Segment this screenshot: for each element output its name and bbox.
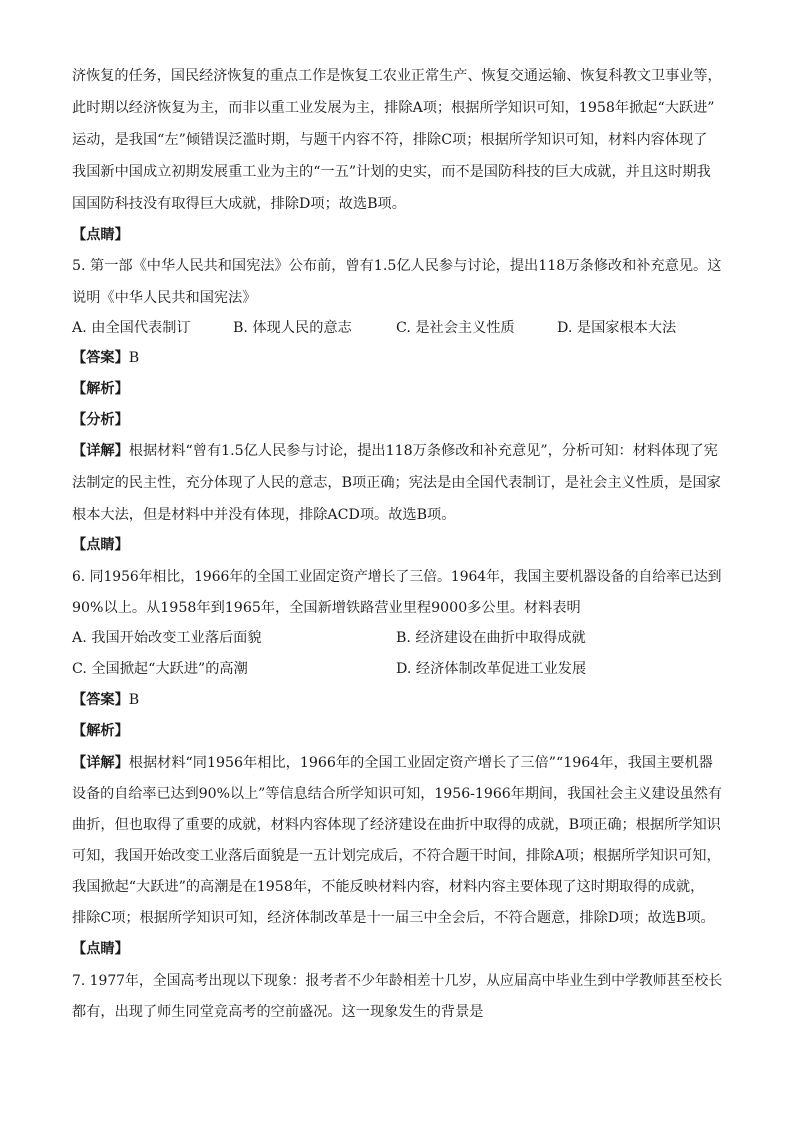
q5-detail-text-1: 根据材料“曾有1.5亿人民参与讨论，提出118万条修改和补充意见”，分析可知：材料体现了宪 (128, 443, 718, 459)
q6-answer-row (72, 690, 139, 710)
q6-dianjing-label: 【点睛】 (72, 941, 129, 957)
q7-stem-line-2: 都有，出现了师生同堂竞高考的空前盛况。这一现象发生的背景是 (72, 1004, 484, 1020)
q5-jiexi-label: 【解析】 (72, 381, 129, 397)
q5-dianjing-label: 【点睛】 (72, 537, 129, 553)
q5-detail-label: 【详解】 (72, 443, 129, 459)
intro-line-2: 此时期以经济恢复为主，而非以重工业发展为主，排除A项；根据所学知识可知，1958年掀起“大跃进” (72, 100, 715, 116)
intro-line-4: 我国新中国成立初期发展重工业为主的“一五”计划的史实，而不是国防科技的巨大成就，并且这时期我 (72, 164, 711, 180)
q6-answer-label: 【答案】 (72, 692, 129, 708)
q5-option-d: D. 是国家根本大法 (557, 320, 677, 336)
q5-answer-label: 【答案】 (72, 350, 129, 366)
q5-detail-line-3: 根本大法，但是材料中并没有体现，排除ACD项。故选B项。 (72, 507, 456, 523)
q6-stem-line-1: 6. 同1956年相比，1966年的全国工业固定资产增长了三倍。1964年，我国主要机器设备的自给率已达到 (72, 569, 722, 585)
intro-line-1: 济恢复的任务，国民经济恢复的重点工作是恢复工农业正常生产、恢复交通运输、恢复科教文卫事业等， (72, 68, 722, 84)
q6-detail-label: 【详解】 (72, 755, 129, 771)
q5-fenxi-label: 【分析】 (72, 412, 129, 428)
q6-detail-line-5: 我国掀起“大跃进”的高潮是在1958年，不能反映材料内容，材料内容主要体现了这时期取得的成就， (72, 879, 705, 895)
q6-option-c: C. 全国掀起“大跃进”的高潮 (72, 661, 248, 677)
q6-option-a: A. 我国开始改变工业落后面貌 (72, 630, 262, 646)
q5-option-c: C. 是社会主义性质 (396, 320, 515, 336)
intro-line-5: 国国防科技没有取得巨大成就，排除D项；故选B项。 (72, 196, 406, 212)
q5-option-b: B. 体现人民的意志 (233, 320, 352, 336)
q6-detail-line-4: 可知，我国开始改变工业落后面貌是一五计划完成后，不符合题干时间，排除A项；根据所学知识可知， (72, 848, 721, 864)
q6-answer-value: B (128, 692, 140, 708)
q6-jiexi-label: 【解析】 (72, 723, 129, 739)
q6-detail-line-2: 设备的自给率已达到90%以上”等信息结合所学知识可知，1956-1966年期间，我国社会主义建设虽然有 (72, 786, 722, 802)
q5-detail-line-1 (72, 441, 718, 461)
q5-answer-value: B (128, 350, 140, 366)
intro-line-3: 运动，是我国“左”倾错误泛滥时期，与题干内容不符，排除C项；根据所学知识可知，材料内容体现了 (72, 132, 708, 148)
q5-stem-line-2: 说明《中华人民共和国宪法》 (72, 290, 257, 306)
q6-detail-line-6: 排除C项；根据所学知识可知，经济体制改革是十一届三中全会后，不符合题意，排除D项；故选B项。 (72, 910, 715, 926)
q6-detail-text-1: 根据材料“同1956年相比，1966年的全国工业固定资产增长了三倍”“1964年，我国主要机器 (128, 755, 713, 771)
q5-option-a: A. 由全国代表制订 (72, 320, 191, 336)
q7-stem-line-1: 7. 1977年，全国高考出现以下现象：报考者不少年龄相差十几岁，从应届高中毕业生到中学教师甚至校长 (72, 973, 723, 989)
q5-stem-line-1: 5. 第一部《中华人民共和国宪法》公布前，曾有1.5亿人民参与讨论，提出118万条修改和补充意见。这 (72, 258, 722, 274)
q5-answer-row (72, 348, 139, 368)
intro-dianjing-label: 【点睛】 (72, 227, 129, 243)
q6-detail-line-3: 曲折，但也取得了重要的成就，材料内容体现了经济建设在曲折中取得的成就，B项正确；根据所学知识 (72, 817, 721, 833)
q6-option-d: D. 经济体制改革促进工业发展 (396, 661, 587, 677)
q5-detail-line-2: 法制定的民主性，充分体现了人民的意志，B项正确；宪法是由全国代表制订，是社会主义性质，是国家 (72, 475, 721, 491)
q6-stem-line-2: 90%以上。从1958年到1965年，全国新增铁路营业里程9000多公里。材料表明 (72, 600, 581, 616)
q6-option-b: B. 经济建设在曲折中取得成就 (396, 630, 586, 646)
q6-detail-line-1 (72, 753, 713, 773)
